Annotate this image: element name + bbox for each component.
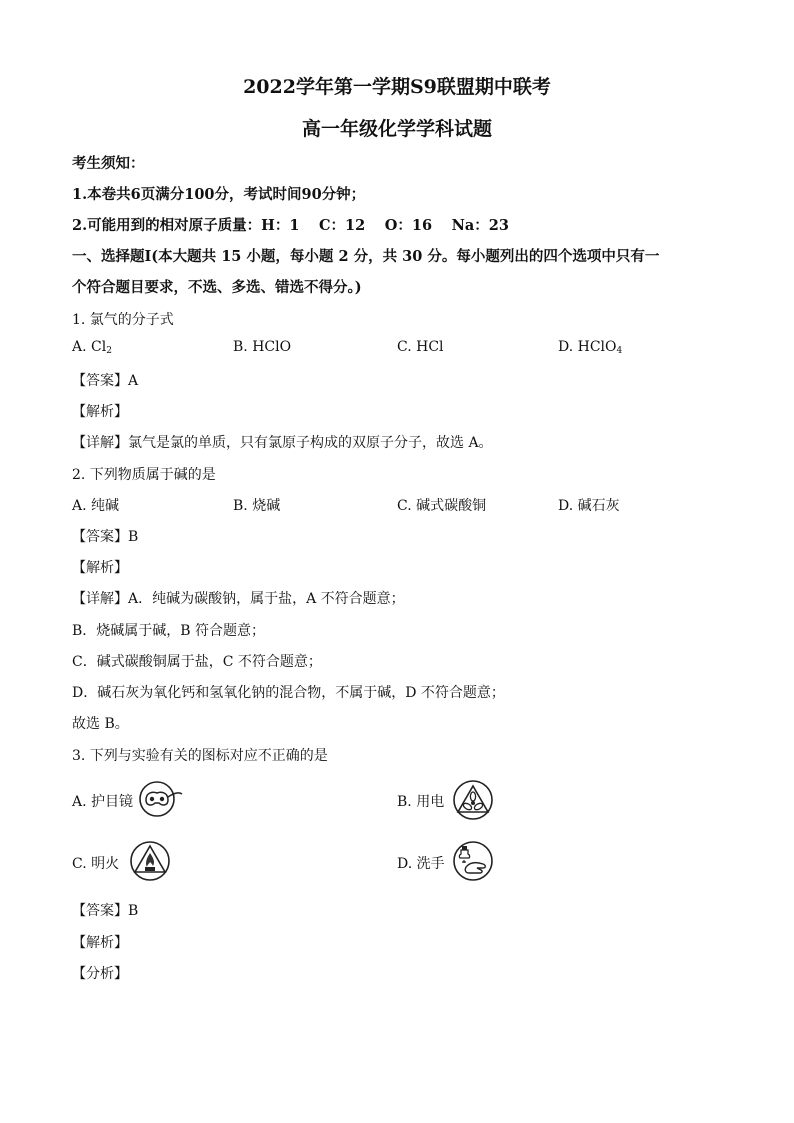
q1-option-d: D. HClO$_4$ <box>558 339 623 356</box>
q3-option-c: C. 明火 <box>72 856 120 872</box>
flame-warning-icon <box>128 840 172 886</box>
q3-option-d: D. 洗手 <box>397 856 445 872</box>
q1-stem: 1. 氯气的分子式 <box>72 312 174 328</box>
q2-detail-5: 故选 B。 <box>72 716 129 732</box>
q2-answer: 【答案】B <box>72 529 139 545</box>
q3-fenxi: 【分析】 <box>72 966 128 982</box>
q2-option-c: C. 碱式碳酸铜 <box>397 498 487 514</box>
exam-subtitle: 高一年级化学学科试题 <box>301 118 492 140</box>
q1-answer: 【答案】A <box>72 373 139 389</box>
q3-analysis: 【解析】 <box>72 935 128 951</box>
goggles-icon <box>138 779 184 823</box>
q2-stem: 2. 下列物质属于碱的是 <box>72 467 216 483</box>
q2-option-d: D. 碱石灰 <box>558 498 620 514</box>
q2-detail-4: D．碱石灰为氧化钙和氢氧化钠的混合物，不属于碱，D 不符合题意； <box>72 685 505 701</box>
q3-option-a: A. 护目镜 <box>72 794 134 810</box>
q2-detail-3: C．碱式碳酸铜属于盐，C 不符合题意； <box>72 654 322 670</box>
notice-item-1: 1.本卷共6页满分100分，考试时间90分钟； <box>72 186 366 203</box>
section-heading-line1: 一、选择题Ⅰ(本大题共 15 小题，每小题 2 分，共 30 分。每小题列出的四个选项中只有一 <box>72 248 660 265</box>
q2-detail-1: 【详解】A．纯碱为碳酸钠，属于盐，A 不符合题意； <box>72 591 405 607</box>
q1-detail: 【详解】氯气是氯的单质，只有氯原子构成的双原子分子，故选 A。 <box>72 435 493 451</box>
notice-item-2: 2.可能用到的相对原子质量：H：1 C：12 O：16 Na：23 <box>72 217 509 234</box>
q3-option-b: B. 用电 <box>397 794 445 810</box>
q3-answer: 【答案】B <box>72 903 139 919</box>
q2-analysis: 【解析】 <box>72 560 128 576</box>
q2-detail-2: B．烧碱属于碱，B 符合题意； <box>72 623 266 639</box>
exam-title: 2022学年第一学期S9联盟期中联考 <box>243 76 551 98</box>
fan-electric-icon <box>451 779 495 825</box>
q3-stem: 3. 下列与实验有关的图标对应不正确的是 <box>72 748 328 764</box>
q1-analysis: 【解析】 <box>72 404 128 420</box>
q1-option-b: B. HClO <box>233 339 292 355</box>
q1-option-c: C. HCl <box>397 339 444 355</box>
q2-option-b: B. 烧碱 <box>233 498 281 514</box>
hand-wash-icon <box>451 840 495 886</box>
q2-option-a: A. 纯碱 <box>72 498 120 514</box>
notice-label: 考生须知： <box>72 155 145 172</box>
q1-option-a: A. $Cl_2$ <box>72 339 112 356</box>
section-heading-line2: 个符合题目要求，不选、多选、错选不得分。) <box>72 279 362 296</box>
